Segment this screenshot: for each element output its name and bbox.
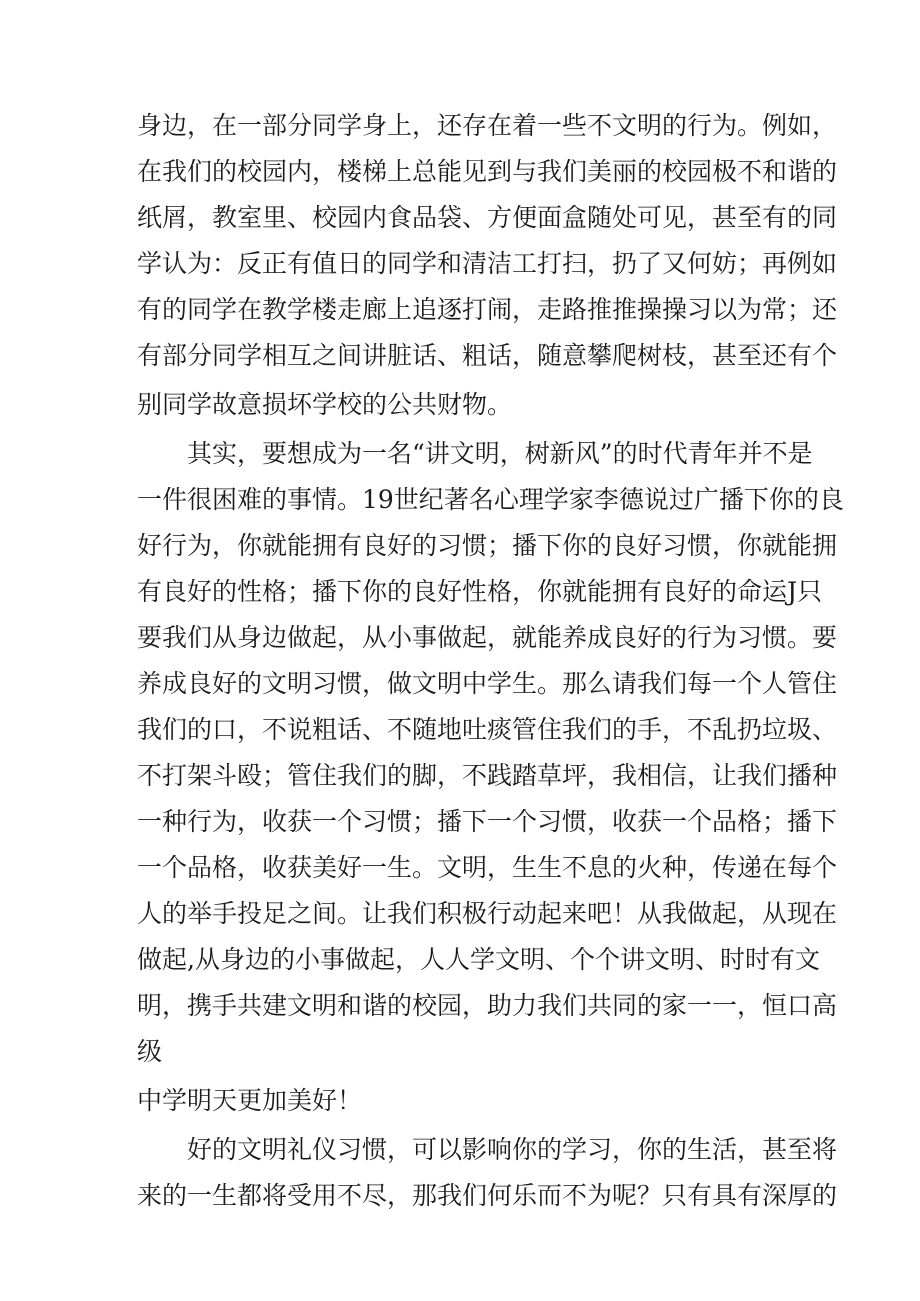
text-line: 别同学故意损坏学校的公共财物。 bbox=[137, 390, 513, 419]
text-line: 有的同学在教学楼走廊上追逐打闹，走路推推操操习以为常；还 bbox=[137, 295, 838, 324]
text-line: 来的一生都将受用不尽，那我们何乐而不为呢？只有具有深厚的 bbox=[137, 1181, 838, 1210]
text-line: 好行为，你就能拥有良好的习惯；播下你的良好习惯，你就能拥 bbox=[137, 531, 838, 560]
text-line: 人的举手投足之间。让我们积极行动起来吧！从我做起，从现在 bbox=[137, 899, 838, 928]
text-line: 在我们的校园内，楼梯上总能见到与我们美丽的校园极不和谐的 bbox=[137, 157, 838, 186]
text-line: 身边，在一部分同学身上，还存在着一些不文明的行为。例如， bbox=[137, 111, 838, 140]
text-line: 学认为：反正有值日的同学和清洁工打扫，扔了又何妨；再例如 bbox=[137, 249, 838, 278]
paragraph-start-line: 好的文明礼仪习惯，可以影响你的学习，你的生活，甚至将 bbox=[187, 1135, 838, 1164]
text-line: 不打架斗殴；管住我们的脚，不践踏草坪，我相信，让我们播种 bbox=[137, 761, 838, 790]
text-line: 明，携手共建文明和谐的校园，助力我们共同的家一一，恒口高 bbox=[137, 991, 838, 1020]
text-line: 级 bbox=[137, 1037, 163, 1066]
text-line: 中学明天更加美好！ bbox=[137, 1086, 363, 1115]
text-line: 要我们从身边做起，从小事做起，就能养成良好的行为习惯。要 bbox=[137, 623, 838, 652]
text-line: 有良好的性格；播下你的良好性格，你就能拥有良好的命运J只 bbox=[137, 577, 823, 606]
paragraph-start-line: 其实，要想成为一名“讲文明，树新风”的时代青年并不是 bbox=[187, 439, 813, 468]
text-line: 一个品格，收获美好一生。文明，生生不息的火种，传递在每个 bbox=[137, 853, 838, 882]
text-line: 一件很困难的事情。19世纪著名心理学家李德说过广播下你的良 bbox=[137, 485, 844, 514]
text-line: 有部分同学相互之间讲脏话、粗话，随意攀爬树枝，甚至还有个 bbox=[137, 341, 838, 370]
text-line: 养成良好的文明习惯，做文明中学生。那么请我们每一个人管住 bbox=[137, 669, 838, 698]
text-line: 一种行为，收获一个习惯；播下一个习惯，收获一个品格；播下 bbox=[137, 807, 838, 836]
text-line: 纸屑，教室里、校园内食品袋、方便面盒随处可见，甚至有的同 bbox=[137, 203, 838, 232]
text-line: 我们的口，不说粗话、不随地吐痰管住我们的手，不乱扔垃圾、 bbox=[137, 715, 838, 744]
text-line: 做起,从身边的小事做起，人人学文明、个个讲文明、时时有文 bbox=[137, 945, 820, 974]
document-body bbox=[137, 103, 844, 1219]
